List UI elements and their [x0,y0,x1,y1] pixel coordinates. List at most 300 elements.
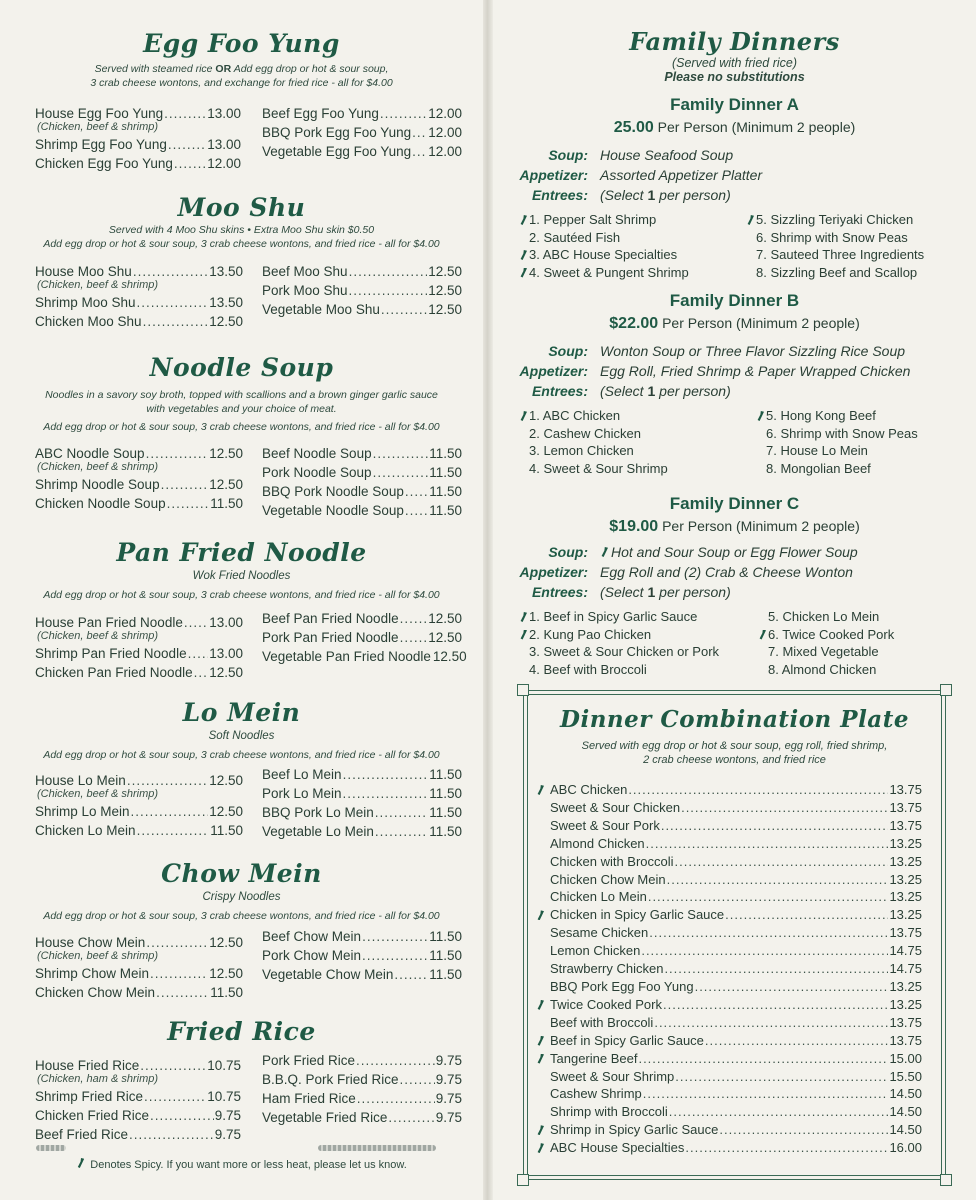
entree-item [768,661,894,679]
combo-item-almond-chicken [550,835,922,853]
dinner-price [493,515,976,538]
leader-dots [661,817,889,835]
leader-dots [343,765,429,784]
entree-text: 4. Beef with Broccoli [529,661,647,677]
menu-item-shrimp-pan-fried-noodle [35,644,243,663]
dinner-appetizer: Appetizer: Assorted Appetizer Platter [519,167,763,183]
leader-dots [362,946,428,965]
item-price: 13.75 [889,799,922,815]
entree-item [529,608,719,626]
section-note: Add egg drop or hot & sour soup, 3 crab cheese wontons, and fried rice - all for $4.00 [43,589,440,601]
leader-dots [188,644,209,663]
item-price: 11.50 [210,985,243,1000]
item-description: (Chicken, beef & shrimp) [37,121,159,133]
entree-text: 2. Kung Pao Chicken [529,626,652,642]
item-name: Vegetable Chow Mein [262,967,394,982]
menu-item-bbq-pork-egg-foo-yung [262,123,462,142]
dinner-name: Family Dinner C [669,494,800,513]
item-price: 12.50 [428,611,462,626]
section-note: Served with egg drop or hot & sour soup, egg roll, fried shrimp, [581,740,888,752]
menu-column [35,444,243,513]
spicy-pepper-icon [536,785,544,795]
section-note: 2 crab cheese wontons, and fried rice [643,754,826,766]
entree-text: 5. Sizzling Teriyaki Chicken [756,212,914,227]
spicy-pepper-icon [536,1000,544,1010]
item-name: Shrimp with Broccoli [550,1104,668,1120]
combo-item-sweet-sour-pork [550,817,922,835]
item-name: Pork Pan Fried Noodle [262,630,399,645]
ink-smudge [36,1145,66,1151]
item-price: 13.75 [889,782,922,797]
dinner-soup: Soup: Wonton Soup or Three Flavor Sizzling Rice Soup [548,343,906,359]
item-name: Chicken Chow Mein [550,871,666,887]
item-name: Vegetable Lo Mein [262,824,374,839]
spicy-pepper-icon [519,215,527,225]
combo-item-shrimp-in-spicy-garlic-sauce [550,1121,922,1139]
section-title: Fried Rice [167,1017,316,1046]
item-name: Lemon Chicken [550,943,641,959]
section-lo-mein [0,697,483,839]
entree-text: 4. Sweet & Pungent Shrimp [529,264,689,280]
menu-item-b-b-q-pork-fried-rice [262,1070,462,1089]
section-pan-fried-noodle [0,537,483,680]
dinner-soup: Soup: House Seafood Soup [548,147,734,163]
item-description: (Chicken, beef & shrimp) [37,279,159,291]
leader-dots [150,1106,214,1125]
item-price: 13.00 [207,137,241,152]
item-name: Shrimp Moo Shu [35,295,136,310]
menu-item-vegetable-moo-shu [262,300,462,319]
entree-text: 5. Chicken Lo Mein [768,609,880,624]
entree-item [766,425,918,443]
frame-corner [517,1174,529,1186]
dinner-price-value: $22.00 [609,315,659,332]
dinner-name: Family Dinner B [669,291,800,310]
spicy-pepper-icon [519,612,527,622]
menu-column [35,262,243,331]
item-name: Sweet & Sour Chicken [550,799,681,815]
dinner-price-value: $19.00 [609,518,659,535]
spicy-pepper-icon [600,547,608,557]
combo-item-twice-cooked-pork [550,996,922,1014]
entree-item [529,229,689,247]
combo-item-sesame-chicken [550,924,922,942]
entree-item [768,608,894,626]
item-name: Beef with Broccoli [550,1014,654,1030]
item-name: Beef Chow Mein [262,929,362,944]
item-name: Ham Fried Rice [262,1091,356,1106]
item-price: 11.50 [429,767,462,782]
item-name: Pork Lo Mein [262,786,342,801]
item-name: Beef Egg Foo Yung [262,106,379,121]
combination-list [550,781,922,1157]
item-price: 13.50 [209,264,243,279]
dinner-soup: Soup: Hot and Sour Soup or Egg Flower Soup [548,544,858,560]
leader-dots [675,853,889,871]
leader-dots [412,142,427,161]
dinner-name: Family Dinner A [670,95,799,114]
item-description: (Chicken, beef & shrimp) [37,788,159,800]
item-name: House Moo Shu [35,264,132,279]
menu-item-chicken-moo-shu [35,312,243,331]
menu-item-vegetable-noodle-soup [262,501,462,520]
leader-dots [394,965,428,984]
menu-item-vegetable-pan-fried-noodle [262,647,467,666]
left-page [0,0,483,1200]
combo-item-sweet-sour-chicken [550,799,922,817]
section-note: Served with steamed rice OR Add egg drop or hot & sour soup, [94,63,389,75]
dinner-entrees: Entrees: (Select 1 per person) [531,584,731,600]
item-name: Chicken Noodle Soup [35,496,166,511]
item-price: 14.75 [889,961,922,977]
item-price: 14.50 [889,1104,922,1120]
spicy-pepper-icon [536,1054,544,1064]
item-price: 12.00 [428,106,462,121]
item-description: (Chicken, beef & shrimp) [37,630,159,642]
item-name: Chicken Moo Shu [35,314,142,329]
leader-dots [349,281,428,300]
section-note: with vegetables and your choice of meat. [146,403,337,415]
menu-column [35,613,243,682]
leader-dots [667,871,889,889]
entree-text: 6. Shrimp with Snow Peas [756,229,908,245]
combo-item-tangerine-beef [550,1050,922,1068]
leader-dots [405,501,428,520]
leader-dots [705,1032,889,1050]
item-price: 11.50 [210,496,243,511]
menu-item-shrimp-egg-foo-yung [35,135,241,154]
item-price: 14.50 [889,1086,922,1102]
menu-item-shrimp-moo-shu [35,293,243,312]
item-price: 10.75 [207,1058,241,1073]
menu-column [262,609,467,666]
menu-item-beef-moo-shu [262,262,462,281]
entree-text: 3. Sweet & Sour Chicken or Pork [529,644,720,659]
leader-dots [343,784,429,803]
item-name: House Egg Foo Yung [35,106,164,121]
leader-dots [646,835,889,853]
section-egg-foo-yung [0,28,483,171]
item-price: 12.00 [428,144,462,159]
combo-item-chicken-with-broccoli [550,853,922,871]
dinner-entrees: Entrees: (Select 1 per person) [531,383,731,399]
leader-dots [167,494,210,513]
item-name: Pork Chow Mein [262,948,362,963]
leader-dots [412,123,427,142]
item-name: Beef Pan Fried Noodle [262,611,399,626]
spicy-pepper-icon [519,630,527,640]
item-name: Tangerine Beef [550,1050,638,1066]
right-page [493,0,976,1200]
menu-item-beef-fried-rice [35,1125,241,1144]
section-subtitle: (Served with fried rice) [671,56,798,70]
menu-column [262,104,462,161]
menu-item-pork-chow-mein [262,946,462,965]
menu-column [262,444,462,520]
spicy-legend-text: Denotes Spicy. If you want more or less heat, please let us know. [90,1159,407,1171]
item-price: 9.75 [214,1108,241,1123]
item-name: Sesame Chicken [550,925,649,941]
section-title: Family Dinners [629,27,840,56]
leader-dots [380,104,427,123]
item-name: Chicken Chow Mein [35,985,156,1000]
section-title: Noodle Soup [149,353,334,382]
menu-item-vegetable-fried-rice [262,1108,462,1127]
menu-column [262,765,462,841]
item-name: Twice Cooked Pork [550,996,662,1012]
item-name: House Pan Fried Noodle [35,615,183,630]
entree-text: 7. Mixed Vegetable [768,644,879,659]
menu-item-pork-lo-mein [262,784,462,803]
item-name: Chicken in Spicy Garlic Sauce [550,907,725,923]
section-chow-mein [0,858,483,1000]
menu-column [262,262,462,319]
entree-text: 2. Sautéed Fish [529,229,621,245]
frame-corner [517,684,529,696]
spicy-pepper-icon [746,215,754,225]
leader-dots [373,444,429,463]
item-name: Shrimp in Spicy Garlic Sauce [550,1122,719,1138]
leader-dots [664,960,888,978]
section-note: Served with 4 Moo Shu skins • Extra Moo Shu skin $0.50 [108,224,375,236]
item-name: Strawberry Chicken [550,961,664,977]
leader-dots [685,1139,888,1157]
combo-item-chicken-chow-mein [550,871,922,889]
entree-text: 8. Sizzling Beef and Scallop [756,264,918,280]
spicy-pepper-icon [758,630,766,640]
leader-dots [641,942,888,960]
leader-dots [349,262,428,281]
combo-item-sweet-sour-shrimp [550,1068,922,1086]
dinner-entrees: Entrees: (Select 1 per person) [531,187,731,203]
section-subtitle: Soft Noodles [208,730,275,742]
entree-item [529,407,668,425]
menu-column [262,927,462,984]
dinner-price [493,116,976,139]
section-note: Add egg drop or hot & sour soup, 3 crab cheese wontons, and fried rice - all for $4.00 [43,421,440,433]
menu-item-shrimp-noodle-soup [35,475,243,494]
combo-item-shrimp-with-broccoli [550,1103,922,1121]
item-name: Pork Moo Shu [262,283,348,298]
item-price: 13.75 [889,817,922,833]
entree-item [529,460,668,478]
combo-item-abc-chicken [550,781,922,799]
item-name: Sweet & Sour Shrimp [550,1068,675,1084]
item-price: 13.50 [209,295,243,310]
entree-item [768,626,894,644]
item-description: (Chicken, ham & shrimp) [37,1073,159,1085]
leader-dots [669,1103,889,1121]
entree-item [756,229,924,247]
entree-text: 3. Lemon Chicken [529,443,634,458]
leader-dots [375,803,428,822]
item-description: (Chicken, beef & shrimp) [37,461,159,473]
leader-dots [381,300,427,319]
item-name: Chicken Pan Fried Noodle [35,665,193,680]
item-price: 14.50 [889,1122,922,1138]
dinner-appetizer: Appetizer: Egg Roll, Fried Shrimp & Paper Wrapped Chicken [519,363,911,379]
combo-item-beef-in-spicy-garlic-sauce [550,1032,922,1050]
item-price: 11.50 [210,823,243,838]
menu-item-pork-pan-fried-noodle [262,628,462,647]
item-name: Cashew Shrimp [550,1086,642,1102]
leader-dots [373,463,429,482]
item-price: 12.50 [432,649,467,664]
item-price: 11.50 [429,786,462,801]
item-name: Chicken with Broccoli [550,853,674,869]
leader-dots [405,482,428,501]
item-name: House Fried Rice [35,1058,140,1073]
leader-dots [725,906,888,924]
leader-dots [400,628,428,647]
menu-item-beef-chow-mein [262,927,462,946]
section-title: Dinner Combination Plate [560,706,909,733]
leader-dots [174,154,206,173]
item-name: Vegetable Moo Shu [262,302,380,317]
leader-dots [628,781,888,799]
leader-dots [681,799,888,817]
menu-item-chicken-chow-mein [35,983,243,1002]
item-price: 11.50 [429,824,462,839]
dinner-price-value: 25.00 [613,119,654,136]
item-name: Beef Moo Shu [262,264,348,279]
spicy-pepper-icon [519,250,527,260]
spicy-pepper-icon [519,268,527,278]
item-name: Chicken Lo Mein [35,823,136,838]
item-name: Vegetable Noodle Soup [262,503,404,518]
combo-item-lemon-chicken [550,942,922,960]
menu-item-beef-lo-mein [262,765,462,784]
item-price: 12.50 [209,935,243,950]
entree-item [529,425,668,443]
item-name: Chicken Fried Rice [35,1108,150,1123]
item-price: 13.25 [889,871,922,887]
item-price: 11.50 [429,446,462,461]
item-price: 11.50 [429,805,462,820]
section-note: Add egg drop or hot & sour soup, 3 crab cheese wontons, and fried rice - all for $4.00 [43,238,440,250]
section-note: Noodles in a savory soy broth, topped with scallions and a brown ginger garlic sauce [45,389,438,401]
item-price: 13.75 [889,1014,922,1030]
item-name: ABC Chicken [550,782,628,797]
item-price: 13.75 [889,925,922,941]
menu-item-vegetable-chow-mein [262,965,462,984]
item-price: 12.00 [428,125,462,140]
section-title: Egg Foo Yung [143,29,340,58]
item-name: BBQ Pork Noodle Soup [262,484,404,499]
item-name: Shrimp Egg Foo Yung [35,137,167,152]
combo-item-strawberry-chicken [550,960,922,978]
entree-item [756,264,924,282]
spicy-pepper-icon [756,411,764,421]
menu-item-chicken-pan-fried-noodle [35,663,243,682]
menu-item-pork-noodle-soup [262,463,462,482]
spicy-pepper-icon [536,1143,544,1153]
leader-dots [654,1014,888,1032]
leader-dots [150,964,208,983]
section-subtitle: Crispy Noodles [202,891,281,903]
item-price: 13.75 [889,1032,922,1048]
dinner-price-note: Per Person (Minimum 2 people) [662,518,860,534]
leader-dots [184,613,208,632]
entree-column [766,407,918,477]
spicy-pepper-icon [536,1125,544,1135]
family-dinner-a [493,94,976,285]
spicy-pepper-icon [536,1036,544,1046]
section-note: Add egg drop or hot & sour soup, 3 crab cheese wontons, and fried rice - all for $4.00 [43,910,440,922]
dinner-price-note: Per Person (Minimum 2 people) [662,315,860,331]
combo-item-chicken-in-spicy-garlic-sauce [550,906,922,924]
item-name: B.B.Q. Pork Fried Rice [262,1072,399,1087]
leader-dots [144,1087,206,1106]
section-fried-rice [0,1016,483,1142]
item-name: Shrimp Pan Fried Noodle [35,646,187,661]
item-price: 13.25 [889,889,922,905]
combo-item-chicken-lo-mein [550,888,922,906]
item-name: House Chow Mein [35,935,146,950]
entree-text: 5. Hong Kong Beef [766,408,876,423]
entree-item [529,264,689,282]
menu-column [35,104,241,173]
family-dinners-header [493,26,976,85]
leader-dots [194,663,209,682]
item-price: 15.00 [889,1050,922,1066]
item-name: ABC Noodle Soup [35,446,145,461]
spicy-legend [0,1158,483,1171]
item-name: BBQ Pork Lo Mein [262,805,374,820]
item-price: 11.50 [429,929,462,944]
leader-dots [129,1125,214,1144]
item-price: 11.50 [429,484,462,499]
leader-dots [388,1108,434,1127]
spicy-pepper-icon [76,1158,84,1168]
entree-text: 7. House Lo Mein [766,443,868,458]
entree-item [756,211,924,229]
section-subtitle: Wok Fried Noodles [192,570,291,582]
menu-item-bbq-pork-noodle-soup [262,482,462,501]
family-dinner-c [493,493,976,682]
item-name: House Lo Mein [35,773,126,788]
item-name: Chicken Egg Foo Yung [35,156,173,171]
entree-text: 7. Sauteed Three Ingredients [756,247,925,262]
section-title: Pan Fried Noodle [116,538,367,567]
combo-item-abc-house-specialties [550,1139,922,1157]
item-price: 11.50 [429,465,462,480]
leader-dots [675,1068,888,1086]
menu-item-ham-fried-rice [262,1089,462,1108]
dinner-price-note: Per Person (Minimum 2 people) [657,119,856,135]
entree-column [768,608,894,678]
entree-text: 6. Shrimp with Snow Peas [766,425,918,441]
item-name: Sweet & Sour Pork [550,817,660,833]
frame-corner [940,1174,952,1186]
leader-dots [648,888,889,906]
item-price: 15.50 [889,1068,922,1084]
item-price: 16.00 [889,1140,922,1156]
leader-dots [375,822,428,841]
item-price: 12.50 [209,773,243,788]
entree-text: 4. Sweet & Sour Shrimp [529,460,668,476]
entree-item [766,442,918,460]
leader-dots [137,821,210,840]
menu-column [262,1051,462,1127]
menu-item-beef-egg-foo-yung [262,104,462,123]
item-name: BBQ Pork Egg Foo Yung [262,125,412,140]
leader-dots [164,104,206,123]
section-note: Please no substitutions [664,70,805,84]
entree-column [529,608,719,678]
item-name: Vegetable Pan Fried Noodle [262,649,431,664]
leader-dots [168,135,206,154]
